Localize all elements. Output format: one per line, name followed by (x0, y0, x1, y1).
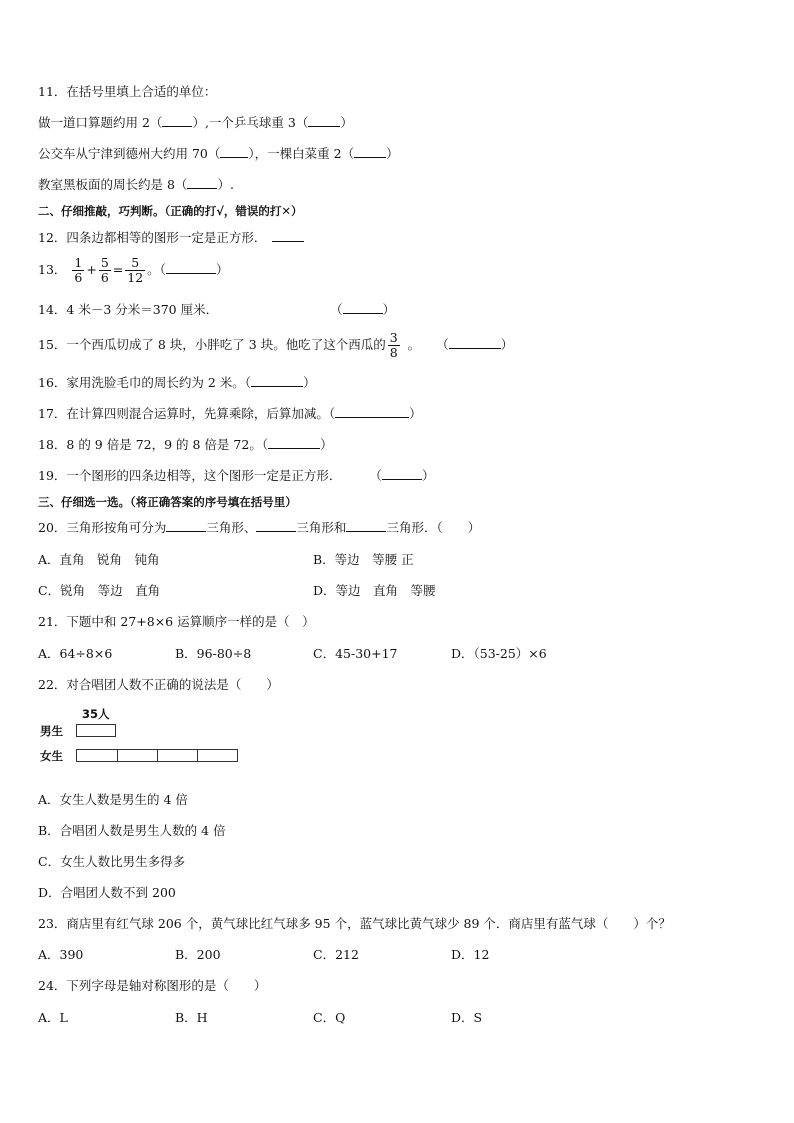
answer-blank[interactable] (382, 468, 422, 480)
girls-bar-divider (77, 750, 198, 761)
q20-option-d[interactable]: D．等边 直角 等腰 (313, 583, 436, 598)
answer-blank[interactable] (251, 375, 303, 387)
q24: 24．下列字母是轴对称图形的是（ ） (38, 978, 267, 993)
q22-option-d[interactable]: D．合唱团人数不到 200 (38, 885, 176, 900)
answer-blank[interactable] (187, 177, 217, 189)
answer-blank[interactable] (162, 115, 192, 127)
line-segment-diagram (40, 706, 250, 766)
answer-blank[interactable] (256, 520, 296, 532)
q11-title: 11．在括号里填上合适的单位： (38, 84, 217, 99)
answer-blank[interactable] (343, 302, 383, 314)
q21-option-b[interactable]: B．96-80÷8 (175, 646, 252, 661)
answer-blank[interactable] (272, 230, 304, 242)
q13: 13． $\frac{1}{6}$ + $\frac{5}{6}$ = $\frac{5}{12}$ 。（ ） (38, 255, 229, 285)
boys-bar (76, 724, 116, 737)
q22-option-a[interactable]: A．女生人数是男生的 4 倍 (38, 792, 188, 807)
q24-option-b[interactable]: B．H (175, 1010, 208, 1025)
q11-line-1: 做一道口算题约用 2（ ）,一个乒乓球重 3（ ） (38, 115, 353, 130)
q22-option-b[interactable]: B．合唱团人数是男生人数的 4 倍 (38, 823, 226, 838)
answer-blank[interactable] (449, 337, 501, 349)
q18: 18．8 的 9 倍是 72，9 的 8 倍是 72。（ ） (38, 437, 333, 452)
section-2-heading: 二、仔细推敲，巧判断。（正确的打√，错误的打✕） (38, 204, 303, 218)
q14: 14．4 米－3 分米＝370 厘米． （ ） (38, 302, 396, 317)
q23-option-c[interactable]: C．212 (313, 947, 359, 962)
q24-option-d[interactable]: D．S (451, 1010, 483, 1025)
q19: 19．一个图形的四条边相等，这个图形一定是正方形． （ ） (38, 468, 435, 483)
q20: 20．三角形按角可分为 三角形、 三角形和 三角形．（ ） (38, 520, 481, 535)
q20-option-c[interactable]: C．锐角 等边 直角 (38, 583, 161, 598)
q22-option-c[interactable]: C．女生人数比男生多得多 (38, 854, 186, 869)
fraction: $\frac{3}{8}$ (389, 330, 398, 360)
q21: 21．下题中和 27+8×6 运算顺序一样的是（ ） (38, 614, 315, 629)
answer-blank[interactable] (220, 146, 248, 158)
q21-option-a[interactable]: A．64÷8×6 (38, 646, 113, 661)
q23-option-b[interactable]: B．200 (175, 947, 221, 962)
q23: 23．商店里有红气球 206 个，黄气球比红气球多 95 个，蓝气球比黄气球少 89 个．商店里有蓝气球（ ）个？ (38, 916, 671, 931)
answer-blank[interactable] (268, 437, 320, 449)
answer-blank[interactable] (308, 115, 340, 127)
q21-option-c[interactable]: C．45-30+17 (313, 646, 398, 661)
answer-blank[interactable] (346, 520, 386, 532)
q12: 12．四条边都相等的图形一定是正方形． (38, 230, 304, 246)
q11-line-3: 教室黑板面的周长约是 8（ ）. (38, 177, 234, 192)
answer-blank[interactable] (335, 406, 409, 418)
q20-option-a[interactable]: A．直角 锐角 钝角 (38, 552, 160, 567)
q11-line-2: 公交车从宁津到德州大约用 70（ ），一棵白菜重 2（ ） (38, 146, 399, 161)
q24-option-a[interactable]: A．L (38, 1010, 68, 1025)
q22: 22．对合唱团人数不正确的说法是（ ） (38, 677, 279, 692)
q15: 15．一个西瓜切成了 8 块，小胖吃了 3 块。他吃了这个西瓜的 $\frac{3}{8}$ 。 （ ） (38, 330, 514, 360)
boys-label: 男生 (40, 724, 63, 738)
girls-label: 女生 (40, 749, 63, 763)
q23-option-d[interactable]: D．12 (451, 947, 490, 962)
q21-option-d[interactable]: D．（53-25）×6 (451, 646, 547, 661)
fraction: $\frac{5}{6}$ (100, 255, 109, 285)
answer-blank[interactable] (166, 262, 216, 274)
answer-blank[interactable] (354, 146, 386, 158)
q24-option-c[interactable]: C．Q (313, 1010, 346, 1025)
q23-option-a[interactable]: A．390 (38, 947, 84, 962)
section-3-heading: 三、仔细选一选。（将正确答案的序号填在括号里） (38, 495, 297, 509)
q20-option-b[interactable]: B．等边 等腰 正 (313, 552, 414, 567)
answer-blank[interactable] (166, 520, 206, 532)
girls-bar (76, 749, 238, 762)
fraction: $\frac{1}{6}$ (74, 255, 83, 285)
boys-count-label: 35人 (82, 707, 110, 721)
q17: 17．在计算四则混合运算时，先算乘除，后算加减。（ ） (38, 406, 422, 421)
fraction: $\frac{5}{12}$ (127, 255, 144, 285)
q16: 16．家用洗脸毛巾的周长约为 2 米。（ ） (38, 375, 316, 390)
